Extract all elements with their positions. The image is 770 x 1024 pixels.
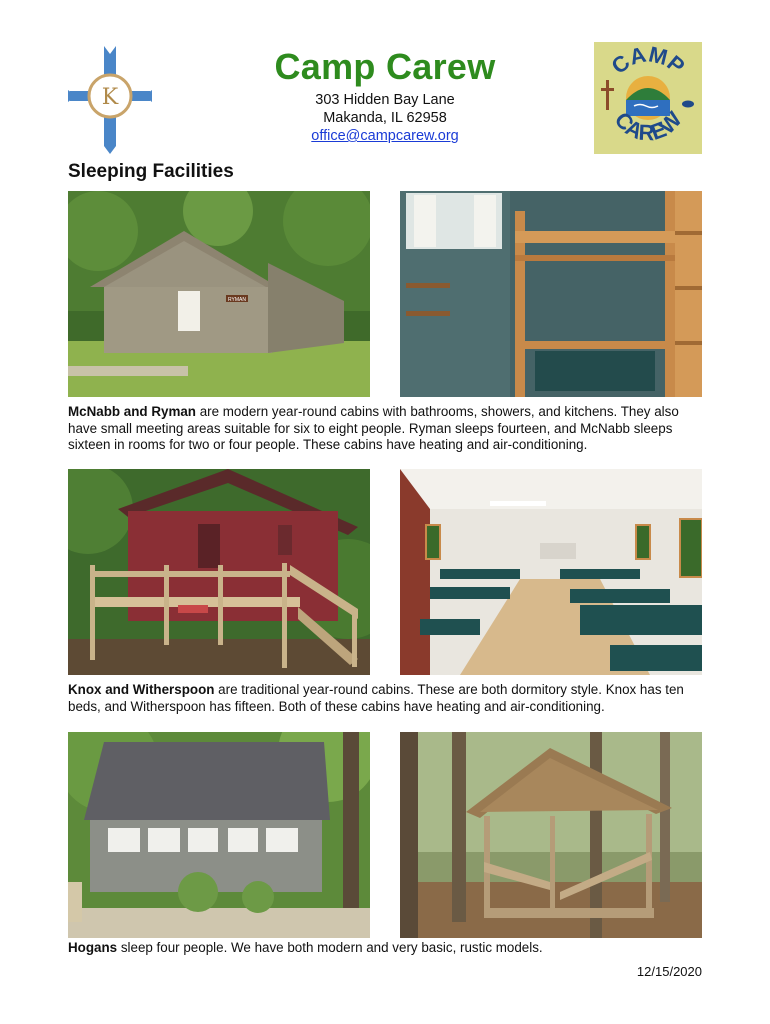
photo-ryman-bunk-room [400,191,702,397]
photo-rustic-hogan [400,732,702,938]
caption-2-text: are traditional year-round cabins. These are both dormitory style. Knox has ten beds, and Witherspoon has fifteen. Both of these cabins have heating and air-conditioning. [68,682,684,714]
document-date: 12/15/2020 [636,964,702,979]
camp-carew-logo [594,42,702,154]
email-link[interactable]: office@campcarew.org [311,128,459,144]
address-line-2: Makanda, IL 62958 [323,110,447,126]
logo-text-bottom: CAREW [609,106,687,146]
caption-hogans [68,940,708,957]
photo-modern-hogan [68,732,370,938]
caption-knox-witherspoon [68,682,708,715]
caption-3-bold: Hogans [68,940,118,955]
address-line-1: 303 Hidden Bay Lane [315,92,455,108]
svg-text:K: K [101,85,119,110]
caption-2-bold: Knox and Witherspoon [68,682,215,697]
photo-knox-cabin [68,469,370,675]
logo-text-top: CAMP [606,42,690,79]
ryman-sign: RYMAN [228,297,246,303]
svg-text:CAMP [607,42,690,79]
page-title: Camp Carew [274,46,496,87]
caption-1-text: are modern year-round cabins with bathrooms, showers, and kitchens. They also have small meeting areas suitable for six to eight people. Ryman sleeps fourteen, and McNabb sleeps sixteen in rooms for two or four people. These cabins have heating and air-conditioning. [68,404,679,452]
caption-3-text: sleep four people. We have both modern and very basic, rustic models. [117,940,543,955]
photo-ryman-cabin [68,191,370,397]
section-title: Sleeping Facilities [68,161,234,182]
caption-1-bold: McNabb and Ryman [68,404,196,419]
photo-dormitory-interior [400,469,702,675]
caption-mcnabb-ryman [68,404,708,454]
